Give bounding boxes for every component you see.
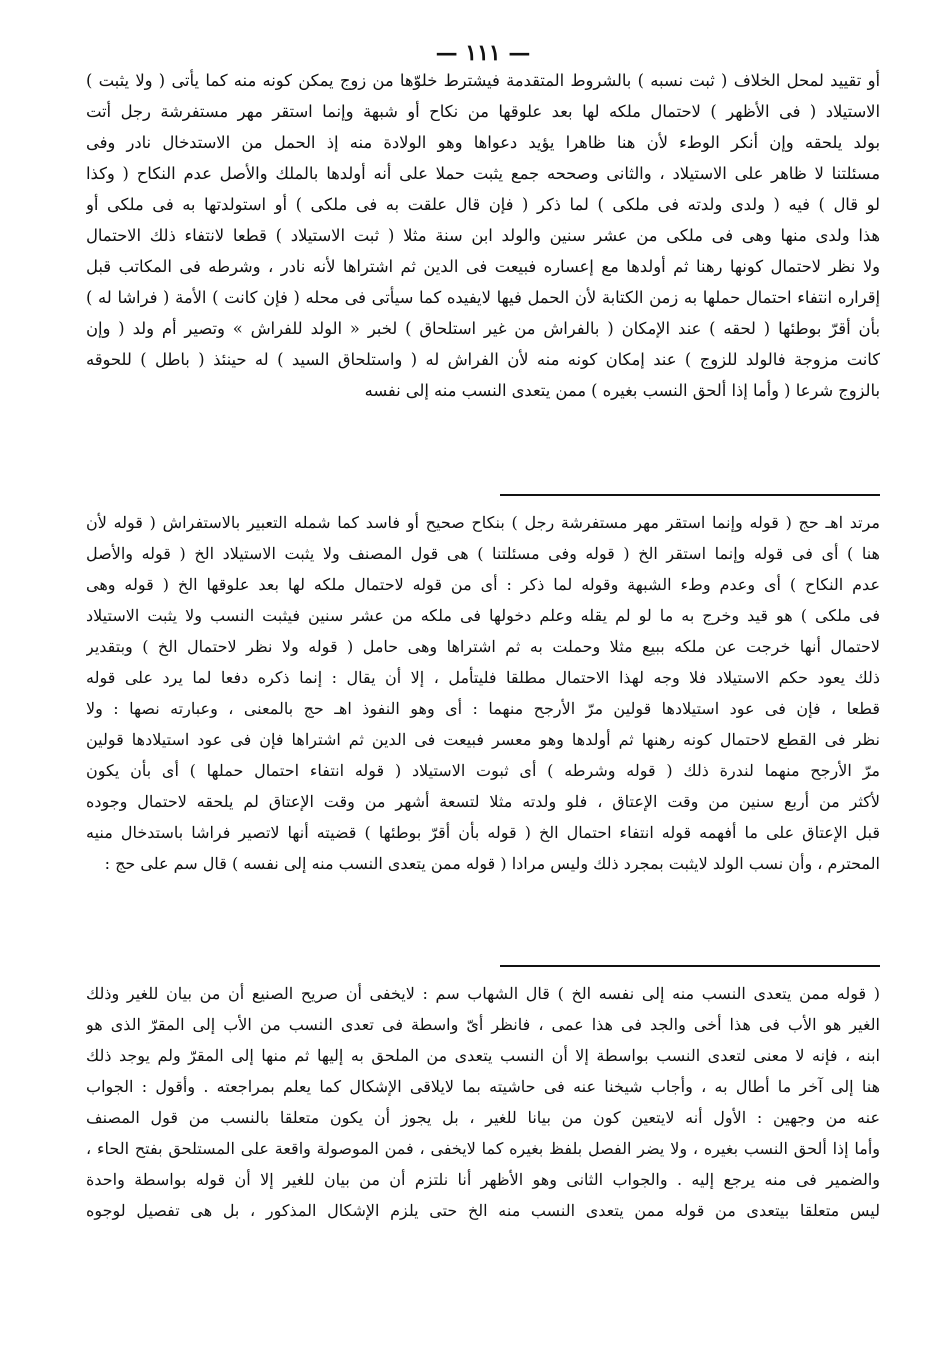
commentary-line: مرّ الأرجح منهما لندرة ذلك ( قوله وشرطه ) أى ثبوت الاستيلاد ( قوله انتفاء احتمال حملها ) أى بأن يكون bbox=[86, 761, 880, 780]
main-text-line: بأن أقرّ بوطئها ( لحقه ) عند الإمكان ( بالفراش من غير استلحاق ) لخبر « الولد للفراش » وتصير أم ولد ( وإن bbox=[86, 319, 880, 338]
commentary-line: هنا ) أى فى قوله وإنما استقر الخ ( قوله وفى مسئلتنا ) هى قول المصنف ولا يثبت الاستيلاد الخ ( قوله والأصل bbox=[86, 544, 880, 563]
main-text bbox=[86, 65, 880, 406]
commentary-line: هنا إلى آخر ما أطال به ، وأجاب شيخنا عنه فى حاشيته بما لايلاقى الإشكال كما يعلم بمراجعته . وأقول : الجواب bbox=[86, 1077, 880, 1096]
footnote-divider bbox=[500, 965, 880, 967]
commentary-line: والضمير فى منه يرجع إليه . والجواب الثانى وهو الأظهر أنا نلتزم أن من بيان للغير إلا أن قوله بواسطة واحدة bbox=[86, 1170, 880, 1189]
main-text-line: إقراره انتفاء احتمال حملها به زمن الكتابة لأن الحمل فيها لايفيده كما سيأتى فى محله ( فإن كانت ) الأمة ( فراشا له ) bbox=[86, 288, 880, 307]
main-text-line: كانت مزوجة فالولد للزوج ) عند إمكان كونه منه لأن الفراش له ( واستلحاق السيد ) له حينئذ ( باطل ) للحوقه bbox=[86, 350, 880, 369]
document-page bbox=[86, 0, 880, 1372]
commentary-line: ذلك يعود حكم الاستيلاد فلا وجه لهذا الاحتمال مطلقا فليتأمل ، إلا أن يقال : إنما ذكره دفعا لما يرد على قوله bbox=[86, 668, 880, 687]
commentary-line: مرتد اهـ حج ( قوله وإنما استقر مهر مستفرشة رجل ) بنكاح صحيح أو فاسد كما شمله التعبير بالاستفراش ( قوله لأن bbox=[86, 513, 880, 532]
main-text-line: الاستيلاد ( فى الأظهر ) لاحتمال ملكه لها بعد علوقها من نكاح أو شبهة وإنما استقر مهر مستفرشة رجل أتت bbox=[86, 102, 880, 121]
commentary-line: ( قوله ممن يتعدى النسب منه إلى نفسه الخ ) قال الشهاب سم : لايخفى أن صريح الصنيع أن من بيان للغير وذلك bbox=[86, 984, 880, 1003]
commentary-line: ابنه ، فإنه لا معنى لتعدى النسب بواسطة إلا أن النسب يتعدى من الملحق به إليها ثم منها إلى المقرّ ولم يوجد ذلك bbox=[86, 1046, 880, 1065]
commentary-line: فى ملكى ) هو قيد وخرج به ما لو لم يقله وعلم دخولها فى ملكه من عشر سنين فيثبت النسب ولا يثبت الاستيلاد bbox=[86, 606, 880, 625]
main-text-line: أو تقييد لمحل الخلاف ( ثبت نسبه ) بالشروط المتقدمة فيشترط خلوّها من زوج يمكن كونه منه كما يأتى ( ولا يثبت ) bbox=[86, 71, 880, 90]
main-text-line: مسئلتنا لا ظاهر على الاستيلاد ، والثانى وصححه جمع يثبت حملا على أنه أولدها بالملك والأصل عدم النكاح ( وكذا bbox=[86, 164, 880, 183]
main-text-line: بالزوج شرعا ( وأما إذا ألحق النسب بغيره ) ممن يتعدى النسب منه إلى نفسه bbox=[364, 381, 880, 400]
commentary-line: لأكثر من أربع سنين من وقت الإعتاق ، فلو ولدته مثلا لتسعة أشهر من وقت الإعتاق لم يلحقه لاحتمال وجوده bbox=[86, 792, 880, 811]
commentary-line: قطعا ، فإن فى عود استيلادها قولين مرّ الأرجح منهما : أى وهو النفوذ اهـ حج بالمعنى ، وعبارته نصها : ولا bbox=[86, 699, 880, 718]
commentary-line: ليس متعلقا بيتعدى من قوله ممن يتعدى النسب منه الخ حتى يلزم الإشكال المذكور ، بل هى تفصيل لوجوه bbox=[86, 1201, 880, 1220]
commentary-second bbox=[86, 978, 880, 1226]
commentary-line: عنه من وجهين : الأول أنه لايتعين كون من بيانا للغير ، بل يجوز أن يكون متعلقا بالنسب من قول المصنف bbox=[86, 1108, 880, 1127]
commentary-line: قبل الإعتاق على ما أفهمه قوله انتفاء احتمال الخ ( قوله بأن أقرّ بوطئها ) قضيته أنها لاتصير فراشا باستدخال منيه bbox=[86, 823, 880, 842]
main-text-line: ولا نظر لاحتمال كونها رهنا ثم أولدها مع إعساره فبيعت فى الدين ثم اشتراها لأنه نادر ، وشرطه فى المكاتب قبل bbox=[86, 257, 880, 276]
commentary-line: لاحتمال أنها خرجت عن ملكه ببيع مثلا وحملت به ثم اشتراها وهى حامل ( قوله ولا نظر لاحتمال الخ ) وبتقدير bbox=[86, 637, 880, 656]
page-number: — ١١١ — bbox=[435, 40, 531, 66]
commentary-line: الغير هو الأب فى هذا أخى والجد فى هذا عمى ، فانظر أىّ واسطة فى تعدى النسب من الأب إلى المقرّ الذى هو bbox=[86, 1015, 880, 1034]
footnote-divider bbox=[500, 494, 880, 496]
main-text-line: لو قال ) فيه ( ولدى ولدته فى ملكى ) لما ذكر ( فإن قال علقت به فى ملكى ) أو استولدتها به فى ملكى أو bbox=[86, 195, 880, 214]
commentary-first bbox=[86, 507, 880, 879]
main-text-line: بولد يلحقه وإن أنكر الوطء لأن هنا ظاهرا يؤيد دعواها وهو الولادة منه إذ الحمل من الاستدخال نادر وفى bbox=[86, 133, 880, 152]
commentary-line: عدم النكاح ) أى وعدم وطء الشبهة وقوله لما ذكر : أى من قوله لاحتمال ملكه لها بعد علوقها الخ ( قوله وهى bbox=[86, 575, 880, 594]
commentary-line: المحترم ، وأن نسب الولد لايثبت بمجرد ذلك وليس مرادا ( قوله ممن يتعدى النسب منه إلى نفسه ) قال سم على حج : bbox=[104, 854, 880, 873]
commentary-line: وأما إذا ألحق النسب بغيره ، ولا يضر الفصل بلفظ بغيره كما لايخفى ، فمن الموصولة واقعة على المستلحق بفتح الحاء ، bbox=[86, 1139, 880, 1158]
main-text-line: هذا ولدى منها وهى فى ملكى من عشر سنين والولد ابن سنة مثلا ( ثبت الاستيلاد ) قطعا لانتفاء ذلك الاحتمال bbox=[86, 226, 880, 245]
commentary-line: نظر فى القطع لاحتمال كونه رهنها ثم أولدها وهو معسر فبيعت فى الدين ثم اشتراها فإن فى عود استيلادها قولين bbox=[86, 730, 880, 749]
